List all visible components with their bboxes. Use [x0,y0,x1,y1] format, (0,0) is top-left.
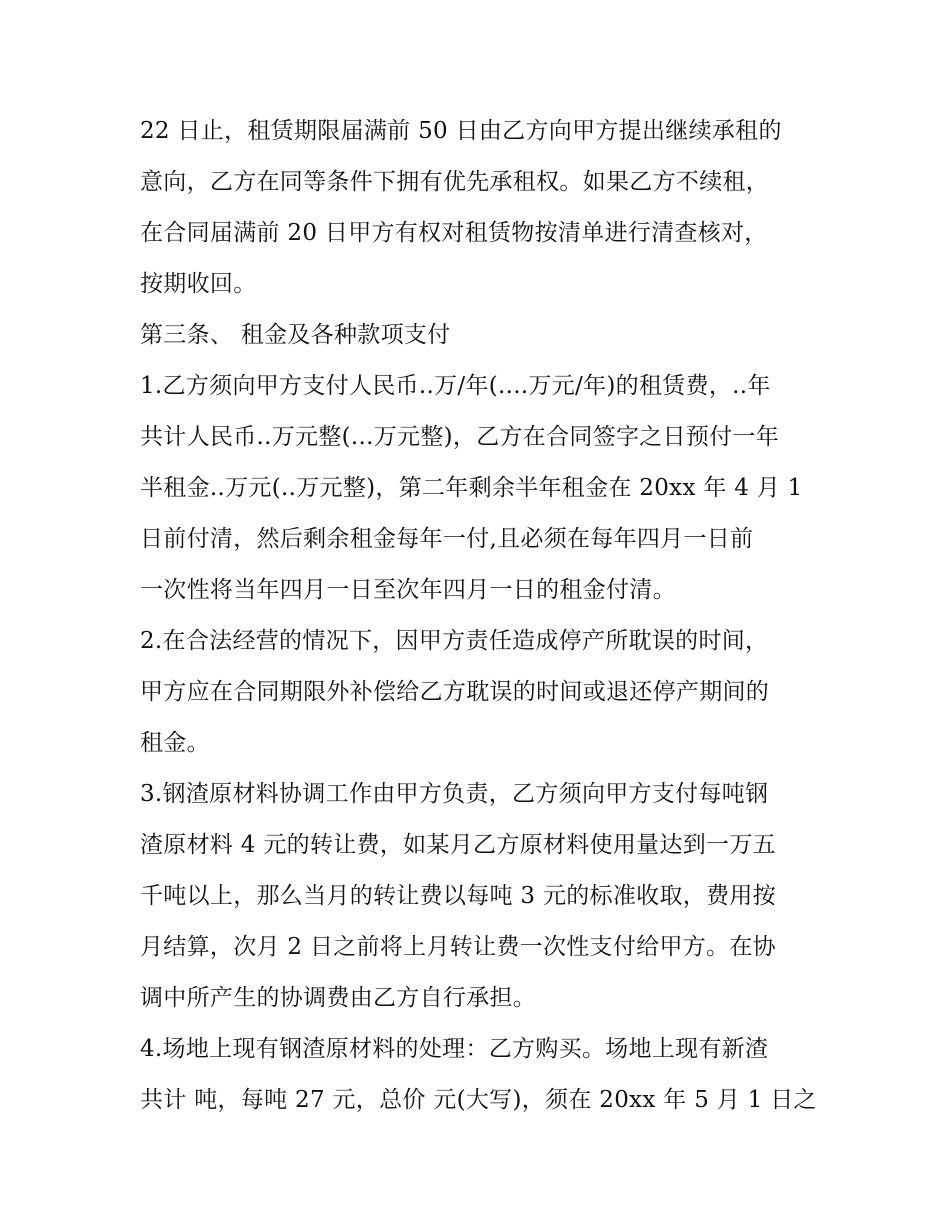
text-line: 一次性将当年四月一日至次年四月一日的租金付清。 [140,577,676,603]
text-line: 意向，乙方在同等条件下拥有优先承租权。如果乙方不续租， [140,169,770,195]
text-line: 2.在合法经营的情况下，因甲方责任造成停产所耽误的时间， [140,628,769,654]
text-line: 共计人民币..万元整(...万元整)，乙方在合同签字之日预付一年 [140,424,780,450]
text-line: 1.乙方须向甲方支付人民币..万/年(....万元/年)的租赁费，..年 [140,373,771,399]
section-heading: 第三条、 租金及各种款项支付 [140,322,451,348]
contract-text [140,106,820,1126]
text-line: 渣原材料 4 元的转让费，如某月乙方原材料使用量达到一万五 [140,832,776,858]
text-line: 月结算，次月 2 日之前将上月转让费一次性支付给甲方。在协 [140,934,776,960]
text-line: 调中所产生的协调费由乙方自行承担。 [140,985,537,1011]
text-line: 千吨以上，那么当月的转让费以每吨 3 元的标准收取，费用按 [140,883,776,909]
text-line: 4.场地上现有钢渣原材料的处理：乙方购买。场地上现有新渣 [140,1036,769,1062]
text-line: 3.钢渣原材料协调工作由甲方负责，乙方须向甲方支付每吨钢 [140,781,769,807]
text-line: 按期收回。 [140,271,257,297]
text-line: 共计 吨，每吨 27 元，总价 元(大写)，须在 20xx 年 5 月 1 日之 [140,1087,817,1113]
text-line: 在合同届满前 20 日甲方有权对租赁物按清单进行清查核对， [140,220,768,246]
text-line: 22 日止，租赁期限届满前 50 日由乙方向甲方提出继续承租的 [140,118,782,144]
text-line: 租金。 [140,730,210,756]
text-line: 日前付清，然后剩余租金每年一付,且必须在每年四月一日前 [140,526,754,552]
text-line: 半租金..万元(..万元整)，第二年剩余半年租金在 20xx 年 4 月 1 [140,475,803,501]
text-line: 甲方应在合同期限外补偿给乙方耽误的时间或退还停产期间的 [140,679,770,705]
